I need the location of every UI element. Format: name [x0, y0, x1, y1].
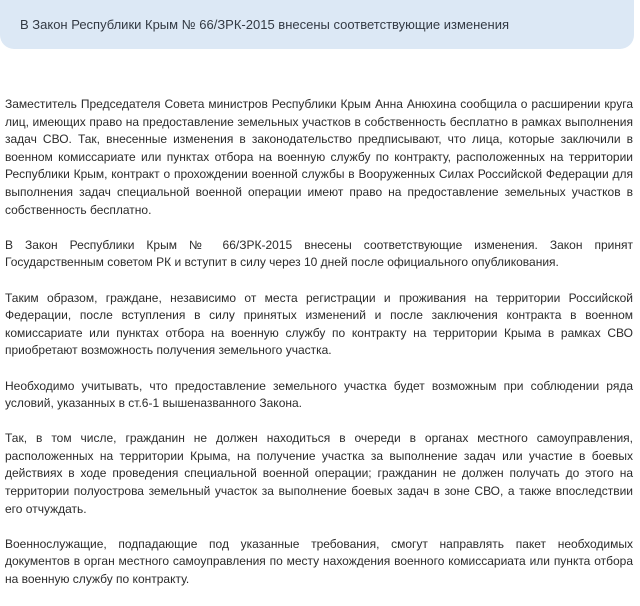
article-paragraph-3: Таким образом, граждане, независимо от места регистрации и проживания на территории Российской Федерации, после вступления в силу принятых изменений и после заключения контракта в военном комиссариате или пунктах отбора на военную службу по контракту на территории Крыма в рамках СВО приобретают возможность получения земельного участка. [5, 290, 633, 358]
headline-banner [0, 0, 634, 49]
headline-title: В Закон Республики Крым № 66/ЗРК-2015 внесены соответствующие изменения [20, 17, 510, 32]
article-paragraph-6: Военнослужащие, подпадающие под указанные требования, смогут направлять пакет необходимых документов в орган местного самоуправления по месту нахождения военного комиссариата или пункта отбора на военную службу по контракту. [5, 536, 633, 587]
article-paragraph-1: Заместитель Председателя Совета министров Республики Крым Анна Анюхина сообщила о расширении круга лиц, имеющих право на предоставление земельных участков в собственность бесплатно в рамках выполнения задач СВО. Так, внесенные изменения в законодательство предписывают, что лица, которые заключили в военном комиссариате или пунктах отбора на военную службу по контракту, расположенных на территории Республики Крым, контракт о прохождении военной службы в Вооруженных Силах Российской Федерации для выполнения задач специальной военной операции имеют право на предоставление земельных участков в собственность бесплатно. [5, 97, 633, 217]
article-paragraph-2: В Закон Республики Крым № 66/ЗРК-2015 внесены соответствующие изменения. Закон принят Государственным советом РК и вступит в силу через 10 дней после официального опубликования. [5, 237, 633, 270]
article-paragraph-5: Так, в том числе, гражданин не должен находиться в очереди в органах местного самоуправления, расположенных на территории Крыма, на получение участка за выполнение задач или участие в боевых действиях в ходе проведения специальной военной операции; гражданин не должен получать до этого на территории полуострова земельный участок за выполнение боевых задач в зоне СВО, а также впоследствии его отчуждать. [5, 431, 633, 516]
article-body [5, 96, 633, 606]
article-paragraph-4: Необходимо учитывать, что предоставление земельного участка будет возможным при соблюдении ряда условий, указанных в ст.6-1 вышеназванного Закона. [5, 378, 633, 411]
